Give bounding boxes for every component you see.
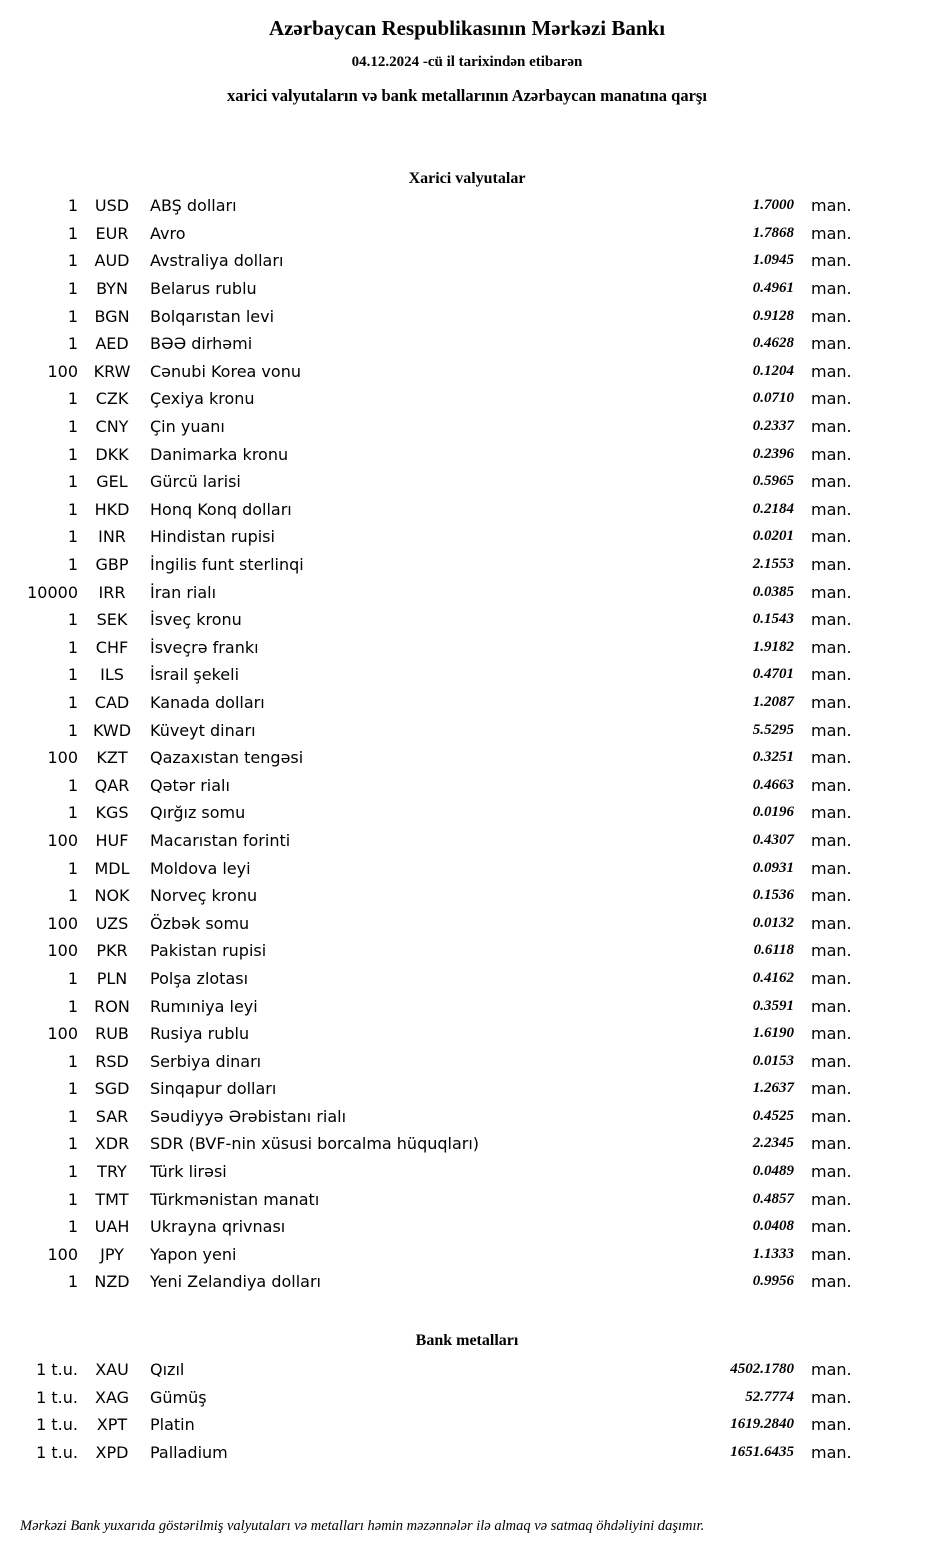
currency-code: KZT [96,748,128,768]
currency-code: TMT [95,1189,129,1209]
rate-value: 0.1536 [752,887,794,904]
rate-value: 0.9956 [752,1273,794,1290]
rate-row [0,1383,934,1411]
quantity: 1 [67,665,78,685]
rate-value: 0.1543 [752,611,794,628]
rate-value: 0.4307 [752,831,794,848]
page-title: Azərbaycan Respublikasının Mərkəzi Bankı [268,16,666,40]
rate-value: 0.4628 [752,335,794,352]
rate-value: 0.0931 [752,859,794,876]
currency-code: GEL [96,472,128,492]
rate-row [0,496,934,524]
currency-code: RON [94,996,130,1016]
currency-code: XAU [95,1360,129,1380]
rate-row [0,1439,934,1467]
rate-value: 1651.6435 [730,1443,794,1460]
currency-code: XDR [94,1134,130,1154]
currency-code: JPY [100,1244,124,1264]
currency-code: KWD [92,720,132,740]
rate-row [0,661,934,689]
unit-label: man. [811,361,852,381]
unit-label: man. [811,803,852,823]
unit-label: man. [811,527,852,547]
unit-label: man. [811,968,852,988]
currency-name: Rusiya rublu [150,1024,250,1044]
rate-value: 0.2184 [752,500,794,517]
unit-label: man. [811,1217,852,1237]
unit-label: man. [811,748,852,768]
unit-label: man. [811,223,852,243]
quantity: 1 [67,1217,78,1237]
quantity: 1 [67,251,78,271]
unit-label: man. [811,1442,852,1462]
currency-code: HKD [94,499,130,519]
rate-value: 0.6118 [753,942,794,959]
quantity: 1 [67,637,78,657]
unit-label: man. [811,1134,852,1154]
quantity: 1 [67,775,78,795]
currency-name: ABŞ dolları [150,196,237,216]
rate-value: 0.2337 [752,418,794,435]
currency-code: XPT [96,1415,128,1435]
unit-label: man. [811,637,852,657]
rate-row [0,551,934,579]
quantity: 1 [67,527,78,547]
rate-row [0,1130,934,1158]
unit-label: man. [811,251,852,271]
rate-value: 0.3591 [752,997,794,1014]
rate-row [0,992,934,1020]
rate-value: 1.2637 [752,1080,794,1097]
quantity: 100 [47,830,78,850]
rate-row [0,882,934,910]
rate-row [0,937,934,965]
rate-row [0,744,934,772]
currency-code: AED [95,334,129,354]
rate-row [0,854,934,882]
rate-row [0,220,934,248]
unit-label: man. [811,1024,852,1044]
quantity: 100 [47,913,78,933]
quantity: 1 t.u. [36,1442,78,1462]
unit-label: man. [811,499,852,519]
currency-name: Platin [150,1415,195,1435]
currency-code: DKK [95,444,129,464]
rate-value: 1.9182 [752,638,794,655]
rate-row [0,689,934,717]
currency-name: Palladium [150,1442,228,1462]
currency-code: USD [94,196,130,216]
unit-label: man. [811,444,852,464]
rate-value: 1.7000 [752,197,794,214]
quantity: 1 [67,223,78,243]
currency-code: TRY [97,1162,127,1182]
currency-name: Norveç kronu [150,886,258,906]
rate-value: 0.4162 [752,969,794,986]
unit-label: man. [811,886,852,906]
quantity: 1 t.u. [36,1387,78,1407]
quantity: 1 [67,389,78,409]
rate-value: 0.0201 [752,528,794,545]
quantity: 100 [47,1024,78,1044]
rate-value: 1.2087 [752,693,794,710]
quantity: 100 [47,941,78,961]
rate-row [0,1268,934,1296]
currency-name: Küveyt dinarı [150,720,256,740]
currency-name: İsrail şekeli [150,665,240,685]
currency-name: Qırğız somu [150,803,246,823]
disclaimer-note: Mərkəzi Bank yuxarıda göstərilmiş valyutaları və metalları həmin məzənnələr ilə almaq və satmaq öhdəliyini daşımır. [20,1518,705,1535]
currency-name: Macarıstan forinti [150,830,291,850]
unit-label: man. [811,1051,852,1071]
rate-value: 0.2396 [752,445,794,462]
unit-label: man. [811,472,852,492]
quantity: 1 [67,555,78,575]
rate-row [0,965,934,993]
rate-row [0,1356,934,1384]
currency-name: İsveçrə frankı [150,637,259,657]
quantity: 1 [67,472,78,492]
rate-row [0,1411,934,1439]
currency-name: Hindistan rupisi [150,527,275,547]
quantity: 1 [67,334,78,354]
rate-value: 0.4701 [752,666,794,683]
rate-value: 0.0408 [752,1218,794,1235]
unit-label: man. [811,1162,852,1182]
currency-name: Cənubi Korea vonu [150,361,301,381]
currency-code: AUD [94,251,130,271]
rate-value: 52.7774 [745,1388,794,1405]
rate-row [0,1213,934,1241]
currency-code: CNY [95,417,129,437]
effective-date-line: 04.12.2024 -cü il tarixindən etibarən [351,54,583,70]
currency-code: EUR [95,223,129,243]
currency-code: GBP [95,555,129,575]
unit-label: man. [811,1415,852,1435]
currency-name: Çexiya kronu [150,389,255,409]
rate-row [0,771,934,799]
rate-row [0,358,934,386]
quantity: 1 [67,1051,78,1071]
rate-row [0,523,934,551]
rate-row [0,606,934,634]
currency-code: KRW [93,361,131,381]
rate-value: 0.0710 [752,390,794,407]
currencies-table [0,192,934,1296]
currency-code: XPD [95,1442,129,1462]
rate-value: 2.2345 [752,1135,794,1152]
quantity: 1 [67,996,78,1016]
currency-name: Gümüş [150,1387,207,1407]
unit-label: man. [811,941,852,961]
currency-name: Qızıl [150,1360,185,1380]
quantity: 1 [67,692,78,712]
rate-value: 0.5965 [752,473,794,490]
rate-row [0,302,934,330]
currency-name: Avro [150,223,186,243]
rate-value: 0.0489 [752,1163,794,1180]
rate-row [0,330,934,358]
quantity: 1 [67,1162,78,1182]
rate-row [0,1241,934,1269]
unit-label: man. [811,1106,852,1126]
quantity: 1 [67,306,78,326]
currency-code: SAR [95,1106,129,1126]
currency-name: Yeni Zelandiya dolları [150,1272,321,1292]
quantity: 1 [67,1134,78,1154]
rate-row [0,1158,934,1186]
currency-name: Ukrayna qrivnası [150,1217,286,1237]
rate-row [0,799,934,827]
currencies-section-title: Xarici valyutalar [408,170,526,187]
currency-name: Türkmənistan manatı [150,1189,320,1209]
quantity: 1 t.u. [36,1415,78,1435]
currency-name: İsveç kronu [150,610,242,630]
currency-name: Qətər rialı [150,775,230,795]
currency-code: UZS [95,913,129,933]
currency-code: SEK [96,610,128,630]
currency-code: BYN [96,279,128,299]
quantity: 1 [67,858,78,878]
unit-label: man. [811,1387,852,1407]
unit-label: man. [811,1244,852,1264]
rate-row [0,1103,934,1131]
currency-name: Özbək somu [150,913,250,933]
currency-code: UAH [94,1217,130,1237]
rate-value: 0.0153 [752,1052,794,1069]
unit-label: man. [811,830,852,850]
quantity: 1 [67,444,78,464]
currency-name: İran rialı [150,582,217,602]
currency-name: Qazaxıstan tengəsi [150,748,304,768]
rate-row [0,1075,934,1103]
currency-name: Belarus rublu [150,279,257,299]
currency-code: CHF [95,637,129,657]
currency-name: Yapon yeni [150,1244,237,1264]
rate-value: 0.0132 [752,914,794,931]
currency-code: CZK [95,389,129,409]
unit-label: man. [811,1189,852,1209]
rate-row [0,247,934,275]
currency-code: RUB [95,1024,129,1044]
rate-value: 0.9128 [752,307,794,324]
rate-row [0,1185,934,1213]
unit-label: man. [811,775,852,795]
quantity: 1 [67,886,78,906]
unit-label: man. [811,720,852,740]
rate-value: 5.5295 [752,721,794,738]
quantity: 1 t.u. [36,1360,78,1380]
rate-row [0,1020,934,1048]
unit-label: man. [811,665,852,685]
rate-row [0,413,934,441]
currency-name: Səudiyyə Ərəbistanı rialı [150,1106,347,1126]
rate-value: 1.6190 [752,1025,794,1042]
quantity: 1 [67,196,78,216]
metals-section-title: Bank metalları [415,1331,519,1349]
unit-label: man. [811,582,852,602]
unit-label: man. [811,389,852,409]
currency-name: İngilis funt sterlinqi [150,555,304,575]
unit-label: man. [811,417,852,437]
currency-name: Gürcü larisi [150,472,241,492]
rate-value: 0.0196 [752,804,794,821]
rate-row [0,275,934,303]
unit-label: man. [811,1360,852,1380]
rate-row [0,440,934,468]
rate-value: 1.7868 [752,224,794,241]
rate-value: 0.0385 [752,583,794,600]
rate-value: 1.0945 [752,252,794,269]
rate-value: 4502.1780 [730,1361,794,1378]
rate-row [0,578,934,606]
currency-code: QAR [94,775,130,795]
quantity: 1 [67,803,78,823]
rate-row [0,192,934,220]
currency-name: Honq Konq dolları [150,499,292,519]
unit-label: man. [811,692,852,712]
document-subtitle: xarici valyutaların və bank metallarının Azərbaycan manatına qarşı [227,86,707,105]
currency-code: PLN [96,968,128,988]
unit-label: man. [811,1272,852,1292]
currency-name: SDR (BVF-nin xüsusi borcalma hüquqları) [150,1134,480,1154]
currency-name: Rumıniya leyi [150,996,258,1016]
unit-label: man. [811,913,852,933]
rate-value: 1619.2840 [730,1416,794,1433]
unit-label: man. [811,306,852,326]
unit-label: man. [811,279,852,299]
quantity: 1 [67,1272,78,1292]
currency-code: INR [98,527,126,547]
quantity: 1 [67,1106,78,1126]
rate-value: 1.1333 [752,1245,794,1262]
rate-value: 0.3251 [752,749,794,766]
quantity: 100 [47,748,78,768]
quantity: 1 [67,1079,78,1099]
currency-name: Çin yuanı [150,417,225,437]
unit-label: man. [811,555,852,575]
currency-code: XAG [94,1387,130,1407]
rate-row [0,385,934,413]
quantity: 1 [67,610,78,630]
quantity: 1 [67,720,78,740]
quantity: 100 [47,1244,78,1264]
currency-code: NOK [94,886,130,906]
currency-code: ILS [100,665,124,685]
currency-name: Kanada dolları [150,692,265,712]
currency-code: SGD [94,1079,130,1099]
currency-name: Pakistan rupisi [150,941,267,961]
metals-table [0,1356,934,1466]
currency-name: Serbiya dinarı [150,1051,262,1071]
currency-code: IRR [98,582,126,602]
currency-code: RSD [95,1051,129,1071]
quantity: 1 [67,968,78,988]
currency-name: BƏƏ dirhəmi [150,334,253,354]
rate-value: 0.1204 [752,362,794,379]
quantity: 1 [67,417,78,437]
rate-row [0,1047,934,1075]
currency-code: HUF [95,830,129,850]
currency-code: KGS [95,803,129,823]
unit-label: man. [811,858,852,878]
rate-row [0,634,934,662]
currency-name: Danimarka kronu [150,444,289,464]
rate-value: 0.4961 [752,280,794,297]
quantity: 1 [67,279,78,299]
currency-name: Sinqapur dolları [150,1079,277,1099]
rate-value: 0.4663 [752,776,794,793]
currency-name: Moldova leyi [150,858,251,878]
currency-code: BGN [94,306,130,326]
unit-label: man. [811,996,852,1016]
currency-code: MDL [94,858,130,878]
currency-name: Bolqarıstan levi [150,306,275,326]
rate-row [0,468,934,496]
unit-label: man. [811,334,852,354]
currency-code: NZD [94,1272,130,1292]
unit-label: man. [811,1079,852,1099]
currency-code: CAD [94,692,130,712]
currency-name: Türk lirəsi [150,1162,227,1182]
rate-row [0,909,934,937]
rate-value: 2.1553 [752,556,794,573]
quantity: 1 [67,499,78,519]
unit-label: man. [811,196,852,216]
currency-name: Polşa zlotası [150,968,249,988]
currency-name: Avstraliya dolları [150,251,284,271]
unit-label: man. [811,610,852,630]
rate-value: 0.4525 [752,1107,794,1124]
rate-row [0,716,934,744]
quantity: 10000 [27,582,78,602]
currency-code: PKR [96,941,128,961]
quantity: 100 [47,361,78,381]
rate-row [0,827,934,855]
rate-value: 0.4857 [752,1190,794,1207]
quantity: 1 [67,1189,78,1209]
